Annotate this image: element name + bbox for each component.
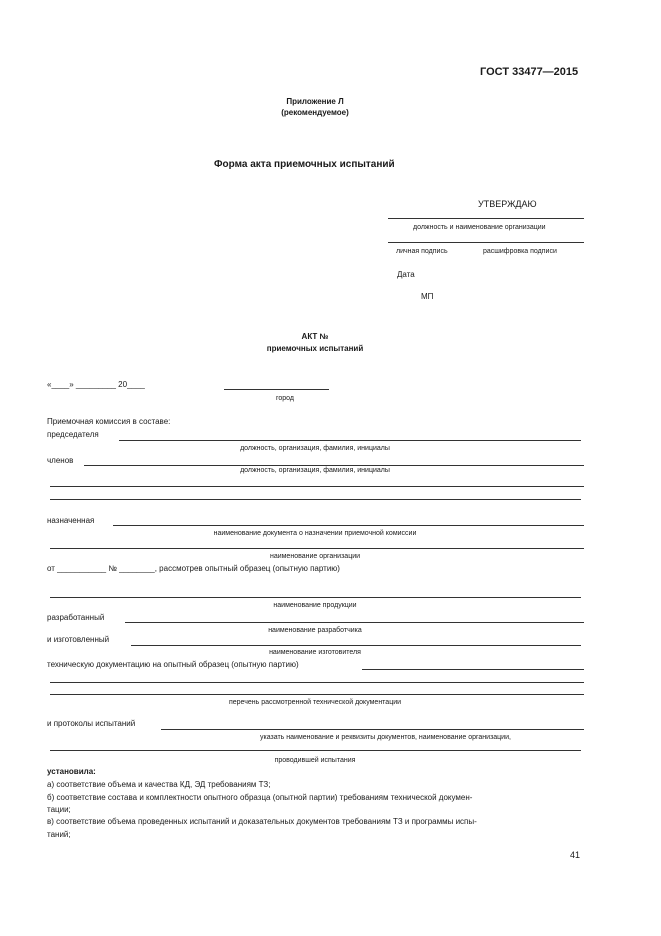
protocols-line-2 — [50, 750, 581, 751]
city-caption: город — [276, 395, 295, 402]
appendix-note: (рекомендуемое) — [281, 108, 349, 117]
page-number: 41 — [570, 850, 581, 860]
tech-doc-line-3 — [50, 694, 584, 695]
tech-doc-line — [362, 669, 584, 670]
date-label: Дата — [397, 270, 415, 279]
city-line — [224, 389, 329, 390]
manufactured-label: и изготовленный — [47, 635, 110, 644]
protocols-line — [161, 729, 584, 730]
standard-designation: ГОСТ 33477—2015 — [480, 66, 579, 78]
from-text: от ___________ № ________, рассмотрев опытный образец (опытную партию) — [47, 564, 340, 573]
members-line-3 — [50, 499, 581, 500]
form-title: Форма акта приемочных испытаний — [214, 159, 395, 170]
signature-line — [388, 242, 584, 243]
tech-doc-label: техническую документацию на опытный образец (опытную партию) — [47, 660, 299, 669]
tech-doc-caption: перечень рассмотренной технической документации — [228, 699, 402, 706]
members-line-2 — [50, 486, 584, 487]
appointed-line — [113, 525, 584, 526]
decoding-caption: расшифровка подписи — [483, 248, 557, 255]
act-title: АКТ № — [301, 332, 329, 341]
appointed-label: назначенная — [47, 516, 95, 525]
appointed-doc-caption: наименование документа о назначении приемочной комиссии — [213, 530, 417, 537]
seal-label: МП — [421, 292, 434, 301]
protocols-caption: указать наименование и реквизиты документов, наименование организации, — [260, 734, 511, 741]
date-fill-line: «____» _________ 20____ — [47, 380, 145, 389]
protocols-label: и протоколы испытаний — [47, 719, 136, 728]
established-item-a: а) соответствие объема и качества КД, ЭД требованиям ТЗ; — [47, 780, 271, 789]
developer-caption: наименование разработчика — [268, 627, 362, 634]
appendix-title: Приложение Л — [286, 97, 344, 106]
established-label: установила: — [47, 767, 96, 776]
established-item-c-cont: таний; — [47, 830, 71, 839]
product-caption: наименование продукции — [273, 602, 357, 609]
act-subtitle: приемочных испытаний — [266, 344, 364, 353]
manufacturer-caption: наименование изготовителя — [269, 649, 361, 656]
members-line — [84, 465, 584, 466]
developed-label: разработанный — [47, 613, 105, 622]
tech-doc-line-2 — [50, 682, 584, 683]
established-item-b: б) соответствие состава и комплектности опытного образца (опытной партии) требованиям технической докумен- — [47, 793, 473, 802]
approve-label: УТВЕРЖДАЮ — [478, 199, 537, 209]
product-line — [50, 597, 581, 598]
chairman-line — [119, 440, 581, 441]
chairman-label: председателя — [47, 430, 99, 439]
established-item-c: в) соответствие объема проведенных испытаний и доказательных документов требованиям ТЗ и программы испы- — [47, 817, 477, 826]
position-caption: должность и наименование организации — [413, 224, 546, 231]
members-caption: должность, организация, фамилия, инициалы — [240, 467, 390, 474]
protocols-caption-2: проводившей испытания — [274, 757, 356, 764]
manufacturer-line — [131, 645, 581, 646]
signature-caption: личная подпись — [396, 248, 448, 255]
org-line — [50, 548, 584, 549]
developer-line — [125, 622, 584, 623]
chairman-caption: должность, организация, фамилия, инициалы — [240, 445, 390, 452]
org-caption: наименование организации — [269, 553, 361, 560]
members-label: членов — [47, 456, 74, 465]
commission-intro: Приемочная комиссия в составе: — [47, 417, 171, 426]
established-item-b-cont: тации; — [47, 805, 71, 814]
position-line — [388, 218, 584, 219]
